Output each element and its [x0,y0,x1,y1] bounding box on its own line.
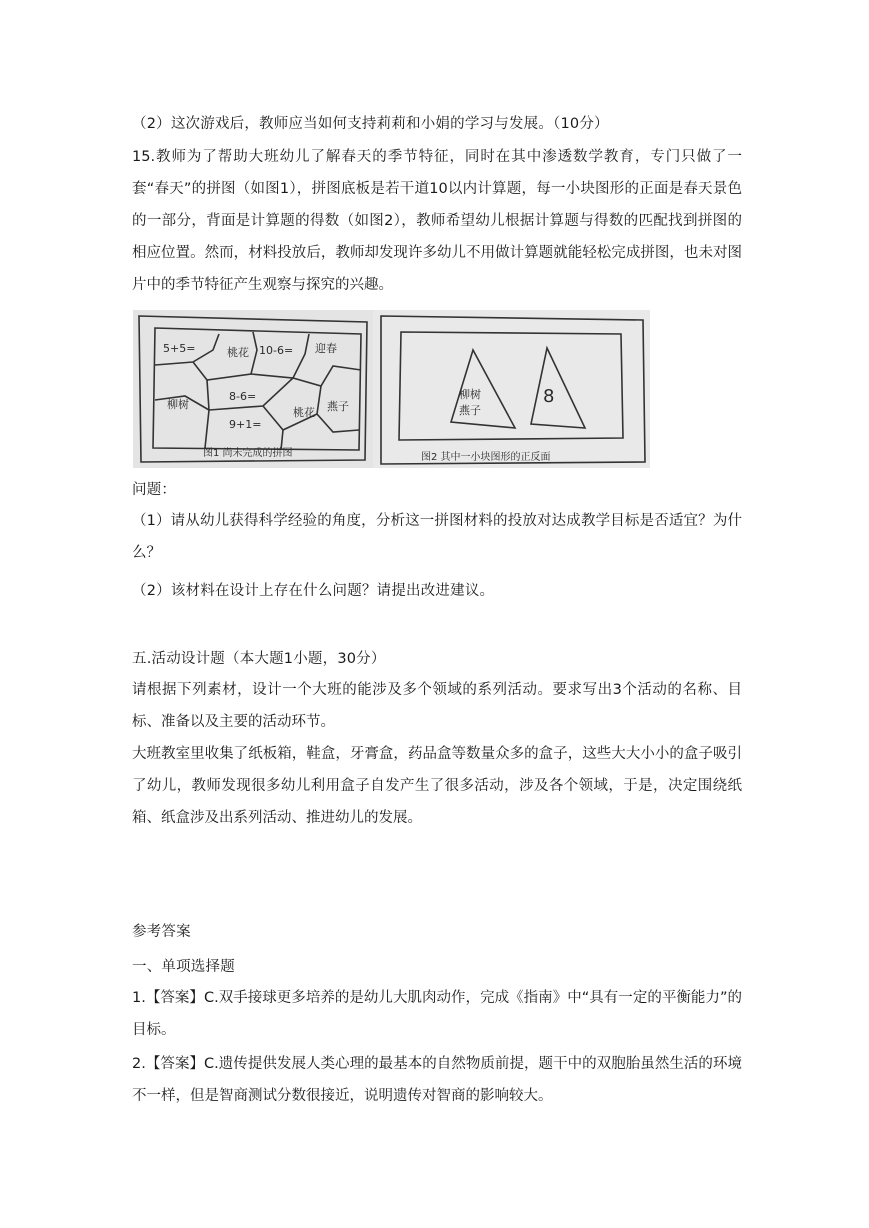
q15-sub1: （1）请从幼儿获得科学经验的角度，分析这一拼图材料的投放对达成教学目标是否适宜？为什么？ [132,513,742,561]
fig1-cell-6: 8-6= [229,390,257,403]
fig2-front-label-2: 燕子 [459,404,481,417]
puzzle-photo [133,310,650,468]
answer-1: 1.【答案】C.双手接球更多培养的是幼儿大肌肉动作，完成《指南》中“具有一定的平衡能力”的目标。 [132,990,742,1038]
q14-sub2: （2）这次游戏后，教师应当如何支持莉莉和小娟的学习与发展。（10分） [132,116,609,132]
fig2-front-label: 柳树 [459,388,481,401]
q15-stem: 15.教师为了帮助大班幼儿了解春天的季节特征，同时在其中渗透数学教育，专门只做了一套“春天”的拼图（如图1），拼图底板是若干道10以内计算题，每一小块图形的正面是春天景色的一部分，背面是计算题的得数（如图2），教师希望幼儿根据计算题与得数的匹配找到拼图的相应位置。然而，材料投放后，教师却发现许多幼儿不用做计算题就能轻松完成拼图，也未对图片中的季节特征产生观察与探究的兴趣。 [132,149,742,293]
fig1-cell-8: 桃花 [293,406,315,419]
fig1-cell-9: 燕子 [327,400,349,413]
fig2-back-number: 8 [543,386,555,407]
section5-heading: 五.活动设计题（本大题1小题，30分） [132,651,386,667]
questions-label: 问题： [132,482,177,498]
fig1-cell-3: 10-6= [259,344,294,357]
section5-material: 大班教室里收集了纸板箱，鞋盒，牙膏盒，药品盒等数量众多的盒子，这些大大小小的盒子吸引了幼儿，教师发现很多幼儿利用盒子自发产生了很多活动，涉及各个领域，于是，决定围绕纸箱、纸盒涉及出系列活动、推进幼儿的发展。 [132,746,742,826]
q15-sub2: （2）该材料在设计上存在什么问题？请提出改进建议。 [132,583,495,599]
fig1-cell-7: 9+1= [229,418,262,431]
fig1-cell-1: 5+5= [163,342,196,355]
fig1-caption: 图1 尚未完成的拼图 [203,448,293,459]
answer-2: 2.【答案】C.遗传提供发展人类心理的最基本的自然物质前提，题干中的双胞胎虽然生活的环境不一样，但是智商测试分数很接近，说明遗传对智商的影响较大。 [132,1056,742,1104]
section5-instruction: 请根据下列素材，设计一个大班的能涉及多个领域的系列活动。要求写出3个活动的名称、目标、准备以及主要的活动环节。 [132,682,742,730]
answers-part1: 一、单项选择题 [132,959,235,975]
puzzle-figure [133,310,650,468]
fig1-cell-2: 桃花 [227,346,249,359]
fig1-cell-5: 柳树 [167,398,189,411]
fig1-cell-4: 迎春 [315,342,337,355]
answers-heading: 参考答案 [132,924,191,940]
fig2-caption: 图2 其中一小块图形的正反面 [421,452,551,463]
